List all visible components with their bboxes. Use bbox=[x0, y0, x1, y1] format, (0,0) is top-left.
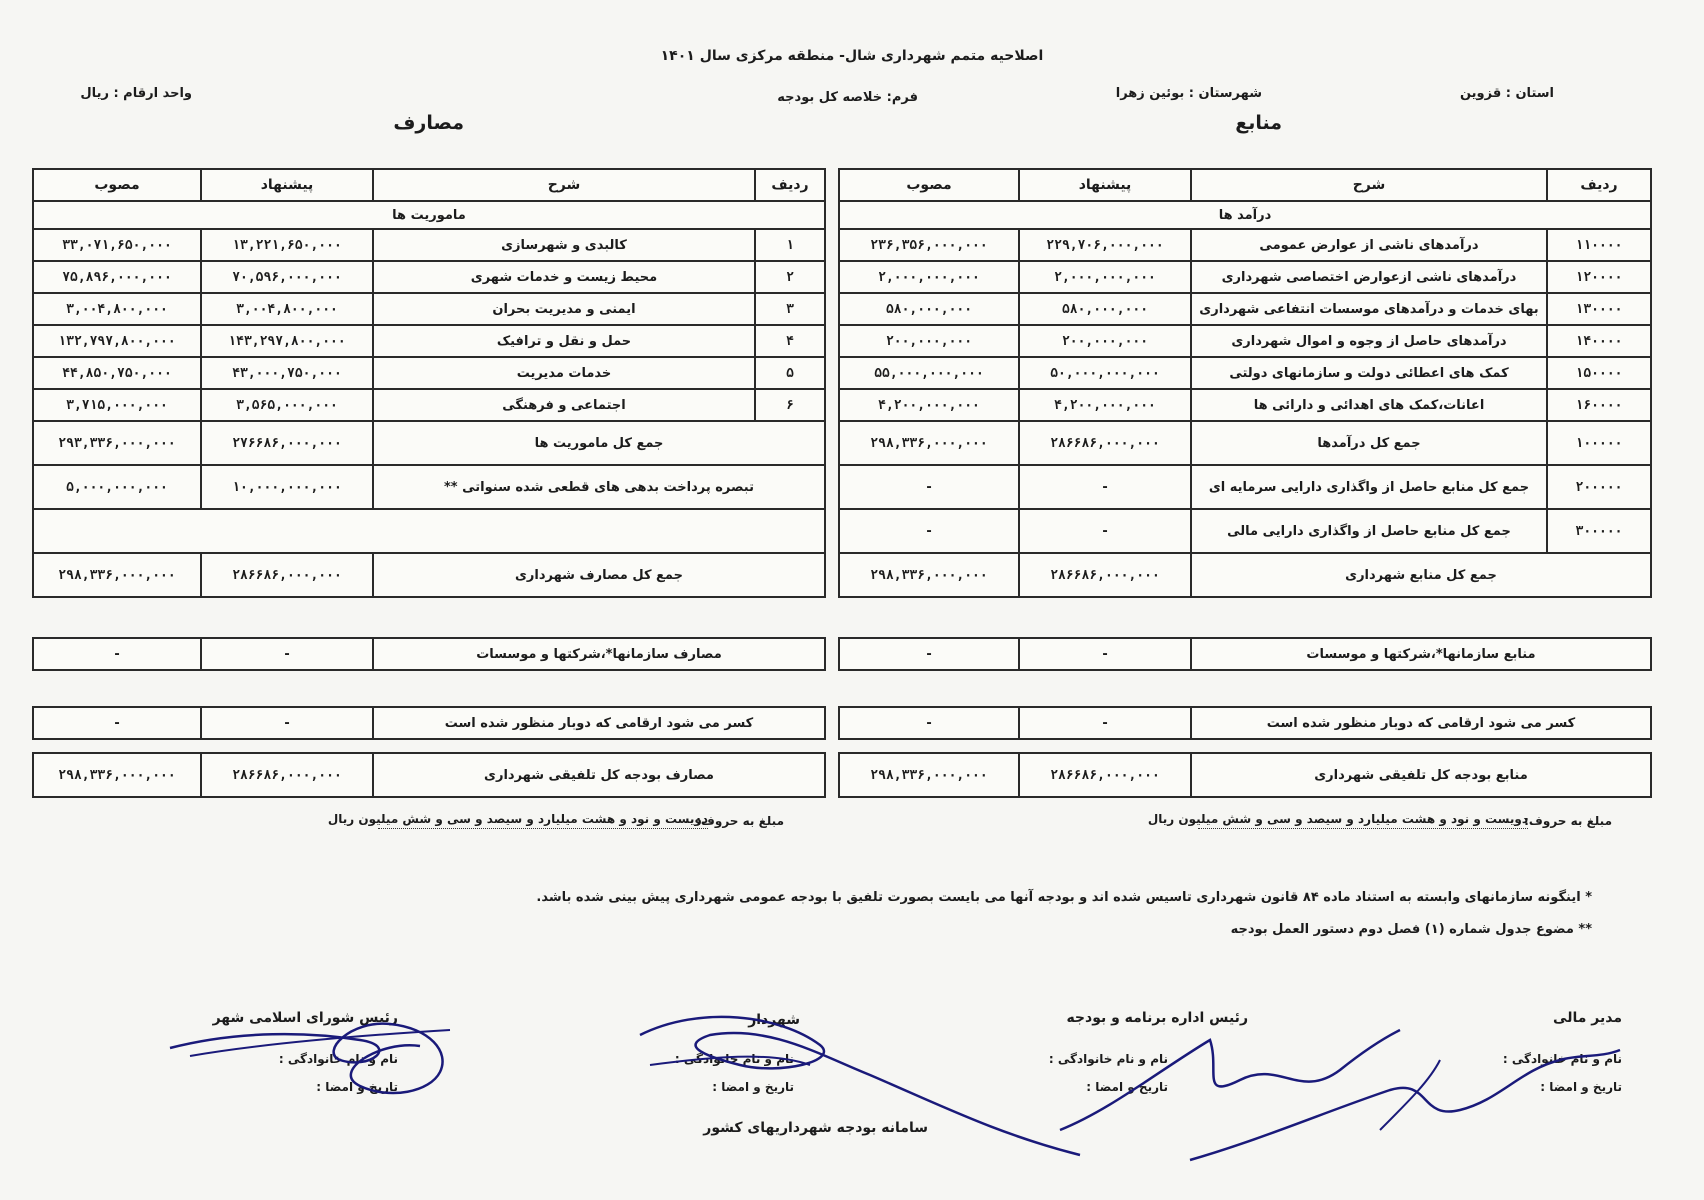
row-proposed: ۱۴۳,۲۹۷,۸۰۰,۰۰۰ bbox=[201, 325, 373, 357]
row-approved: ۵۵,۰۰۰,۰۰۰,۰۰۰ bbox=[839, 357, 1019, 389]
row-approved: ۳,۰۰۴,۸۰۰,۰۰۰ bbox=[33, 293, 201, 325]
row-desc: جمع کل مصارف شهرداری bbox=[373, 553, 825, 597]
col-proposed-header: پیشنهاد bbox=[201, 169, 373, 201]
page-title: اصلاحیه متمم شهرداری شال- منطقه مرکزی سال ۱۴۰۱ bbox=[660, 48, 1044, 64]
row-proposed: - bbox=[201, 707, 373, 739]
row-approved: ۵,۰۰۰,۰۰۰,۰۰۰ bbox=[33, 465, 201, 509]
row-approved: ۲۰۰,۰۰۰,۰۰۰ bbox=[839, 325, 1019, 357]
row-desc: اعانات،کمک های اهدائی و دارائی ها bbox=[1191, 389, 1547, 421]
row-code: ۱۱۰۰۰۰ bbox=[1547, 229, 1651, 261]
row-desc: جمع کل منابع حاصل از واگذاری دارایی مالی bbox=[1191, 509, 1547, 553]
row-proposed: ۵۰,۰۰۰,۰۰۰,۰۰۰ bbox=[1019, 357, 1191, 389]
grand-total-row bbox=[33, 553, 825, 597]
council-name-field: نام و نام خانوادگی : bbox=[278, 1052, 398, 1066]
row-proposed: ۲۸۶۶۸۶,۰۰۰,۰۰۰ bbox=[1019, 753, 1191, 797]
table-row bbox=[839, 261, 1651, 293]
row-code: ۱۲۰۰۰۰ bbox=[1547, 261, 1651, 293]
row-desc: کمک های اعطائی دولت و سازمانهای دولتی bbox=[1191, 357, 1547, 389]
row-proposed: ۲۷۶۶۸۶,۰۰۰,۰۰۰ bbox=[201, 421, 373, 465]
row-desc: محیط زیست و خدمات شهری bbox=[373, 261, 755, 293]
row-proposed: ۲۲۹,۷۰۶,۰۰۰,۰۰۰ bbox=[1019, 229, 1191, 261]
row-code: ۱ bbox=[755, 229, 825, 261]
form-label: فرم: خلاصه کل بودجه bbox=[777, 90, 918, 105]
row-proposed: - bbox=[1019, 638, 1191, 670]
finance-name-field: نام و نام خانوادگی : bbox=[1502, 1052, 1622, 1066]
resources-deduct-table bbox=[838, 706, 1652, 740]
row-code: ۱۴۰۰۰۰ bbox=[1547, 325, 1651, 357]
row-approved: - bbox=[33, 707, 201, 739]
expenses-deduct-table bbox=[32, 706, 826, 740]
col-approved-header: مصوب bbox=[33, 169, 201, 201]
row-desc: مصارف بودجه کل تلفیقی شهرداری bbox=[373, 753, 825, 797]
table-row bbox=[839, 229, 1651, 261]
row-proposed: ۴,۲۰۰,۰۰۰,۰۰۰ bbox=[1019, 389, 1191, 421]
row-approved: ۲۹۸,۳۳۶,۰۰۰,۰۰۰ bbox=[839, 753, 1019, 797]
row-code: ۶ bbox=[755, 389, 825, 421]
row-proposed: ۲۰۰,۰۰۰,۰۰۰ bbox=[1019, 325, 1191, 357]
row-desc: جمع کل درآمدها bbox=[1191, 421, 1547, 465]
row-approved: ۷۵,۸۹۶,۰۰۰,۰۰۰ bbox=[33, 261, 201, 293]
row-approved: ۲,۰۰۰,۰۰۰,۰۰۰ bbox=[839, 261, 1019, 293]
row-proposed: ۲۸۶۶۸۶,۰۰۰,۰۰۰ bbox=[201, 553, 373, 597]
footnote-budget-instruction: ** مضوع جدول شماره (۱) فصل دوم دستور العمل بودجه bbox=[1230, 922, 1592, 937]
row-approved: ۲۹۸,۳۳۶,۰۰۰,۰۰۰ bbox=[839, 421, 1019, 465]
total-income-row bbox=[839, 421, 1651, 465]
row-approved: - bbox=[839, 465, 1019, 509]
row-proposed: - bbox=[1019, 465, 1191, 509]
row-approved: - bbox=[33, 638, 201, 670]
row-desc: جمع کل ماموریت ها bbox=[373, 421, 825, 465]
section-income: درآمد ها bbox=[839, 201, 1651, 229]
finance-manager-title: مدیر مالی bbox=[1553, 1010, 1622, 1026]
row-approved: ۵۸۰,۰۰۰,۰۰۰ bbox=[839, 293, 1019, 325]
col-proposed-header: پیشنهاد bbox=[1019, 169, 1191, 201]
council-head-title: رئیس شورای اسلامی شهر bbox=[212, 1010, 398, 1026]
expenses-words-value: دویست و نود و هشت میلیارد و سیصد و سی و شش میلیون ریال bbox=[378, 812, 708, 829]
row-code: ۵ bbox=[755, 357, 825, 389]
row-proposed: ۱۰,۰۰۰,۰۰۰,۰۰۰ bbox=[201, 465, 373, 509]
row-proposed: ۲۸۶۶۸۶,۰۰۰,۰۰۰ bbox=[1019, 553, 1191, 597]
council-date-field: تاریخ و امضا : bbox=[316, 1080, 398, 1094]
row-code: ۱۳۰۰۰۰ bbox=[1547, 293, 1651, 325]
row-code: ۱۵۰۰۰۰ bbox=[1547, 357, 1651, 389]
row-desc: جمع کل منابع حاصل از واگذاری دارایی سرمایه ای bbox=[1191, 465, 1547, 509]
row-approved: ۴,۲۰۰,۰۰۰,۰۰۰ bbox=[839, 389, 1019, 421]
row-desc: بهای خدمات و درآمدهای موسسات انتفاعی شهرداری bbox=[1191, 293, 1547, 325]
grand-total-row bbox=[839, 553, 1651, 597]
row-desc: مصارف سازمانها*،شرکتها و موسسات bbox=[373, 638, 825, 670]
planning-date-field: تاریخ و امضا : bbox=[1086, 1080, 1168, 1094]
row-approved: ۳,۷۱۵,۰۰۰,۰۰۰ bbox=[33, 389, 201, 421]
table-row bbox=[839, 293, 1651, 325]
row-proposed: ۷۰,۵۹۶,۰۰۰,۰۰۰ bbox=[201, 261, 373, 293]
mayor-title: شهردار bbox=[748, 1012, 800, 1028]
table-row bbox=[33, 389, 825, 421]
resources-orgs-table bbox=[838, 637, 1652, 671]
row-desc: منابع بودجه کل تلفیقی شهرداری bbox=[1191, 753, 1651, 797]
section-missions: ماموریت ها bbox=[33, 201, 825, 229]
row-desc: کسر می شود ارقامی که دوبار منظور شده است bbox=[1191, 707, 1651, 739]
footnote-organizations: * اینگونه سازمانهای وابسته به استناد ماده ۸۴ قانون شهرداری تاسیس شده اند و بودجه آنها می بایست بصورت تلفیق با بودجه عمومی شهرداری پیش بینی شده باشد. bbox=[536, 890, 1592, 905]
table-row bbox=[33, 325, 825, 357]
row-desc: تبصره پرداخت بدهی های قطعی شده سنواتی ** bbox=[373, 465, 825, 509]
row-desc: درآمدهای ناشی ازعوارض اختصاصی شهرداری bbox=[1191, 261, 1547, 293]
resources-title: منابع bbox=[1235, 112, 1282, 134]
col-desc-header: شرح bbox=[373, 169, 755, 201]
mayor-date-field: تاریخ و امضا : bbox=[712, 1080, 794, 1094]
row-code: ۲۰۰۰۰۰ bbox=[1547, 465, 1651, 509]
row-approved: - bbox=[839, 638, 1019, 670]
total-missions-row bbox=[33, 421, 825, 465]
row-proposed: - bbox=[1019, 707, 1191, 739]
col-row-header: ردیف bbox=[1547, 169, 1651, 201]
row-approved: ۲۹۸,۳۳۶,۰۰۰,۰۰۰ bbox=[33, 753, 201, 797]
table-row bbox=[839, 325, 1651, 357]
row-approved: - bbox=[839, 707, 1019, 739]
expenses-words-label: مبلغ به حروف: bbox=[696, 814, 784, 828]
unit-label: واحد ارقام : ریال bbox=[80, 86, 192, 101]
col-row-header: ردیف bbox=[755, 169, 825, 201]
row-proposed: ۱۳,۲۲۱,۶۵۰,۰۰۰ bbox=[201, 229, 373, 261]
mayor-signature bbox=[620, 1005, 1120, 1165]
row-proposed: ۲۸۶۶۸۶,۰۰۰,۰۰۰ bbox=[1019, 421, 1191, 465]
row-desc: درآمدهای ناشی از عوارض عمومی bbox=[1191, 229, 1547, 261]
resources-header-row bbox=[839, 169, 1651, 201]
resources-words-label: مبلغ به حروف: bbox=[1524, 814, 1612, 828]
financial-assets-row bbox=[839, 509, 1651, 553]
planning-head-title: رئیس اداره برنامه و بودجه bbox=[1066, 1010, 1248, 1026]
table-row bbox=[33, 357, 825, 389]
row-proposed: ۳,۵۶۵,۰۰۰,۰۰۰ bbox=[201, 389, 373, 421]
planning-name-field: نام و نام خانوادگی : bbox=[1048, 1052, 1168, 1066]
expenses-orgs-table bbox=[32, 637, 826, 671]
row-proposed: ۲,۰۰۰,۰۰۰,۰۰۰ bbox=[1019, 261, 1191, 293]
resources-table bbox=[838, 168, 1652, 598]
row-desc: حمل و نقل و ترافیک bbox=[373, 325, 755, 357]
capital-assets-row bbox=[839, 465, 1651, 509]
row-approved: ۲۹۸,۳۳۶,۰۰۰,۰۰۰ bbox=[839, 553, 1019, 597]
county-label: شهرستان : بوئین زهرا bbox=[1115, 86, 1262, 101]
row-desc: کالبدی و شهرسازی bbox=[373, 229, 755, 261]
expenses-header-row bbox=[33, 169, 825, 201]
province-label: استان : قزوین bbox=[1459, 86, 1554, 101]
table-row bbox=[33, 229, 825, 261]
row-desc: ایمنی و مدیریت بحران bbox=[373, 293, 755, 325]
expenses-consolidated-table bbox=[32, 752, 826, 798]
row-proposed: - bbox=[201, 638, 373, 670]
row-approved: ۳۳,۰۷۱,۶۵۰,۰۰۰ bbox=[33, 229, 201, 261]
expenses-table bbox=[32, 168, 826, 598]
resources-words-value: دویست و نود و هشت میلیارد و سیصد و سی و شش میلیون ریال bbox=[1198, 812, 1528, 829]
table-row bbox=[839, 357, 1651, 389]
row-proposed: ۳,۰۰۴,۸۰۰,۰۰۰ bbox=[201, 293, 373, 325]
row-approved: ۱۳۲,۷۹۷,۸۰۰,۰۰۰ bbox=[33, 325, 201, 357]
row-approved: - bbox=[839, 509, 1019, 553]
debt-note-row bbox=[33, 465, 825, 509]
row-desc: منابع سازمانها*،شرکتها و موسسات bbox=[1191, 638, 1651, 670]
finance-signature bbox=[1180, 1030, 1640, 1170]
empty-row bbox=[33, 509, 825, 553]
row-approved: ۲۹۸,۳۳۶,۰۰۰,۰۰۰ bbox=[33, 553, 201, 597]
row-proposed: ۴۳,۰۰۰,۷۵۰,۰۰۰ bbox=[201, 357, 373, 389]
row-desc: اجتماعی و فرهنگی bbox=[373, 389, 755, 421]
expenses-title: مصارف bbox=[393, 112, 464, 134]
row-approved: ۲۳۶,۳۵۶,۰۰۰,۰۰۰ bbox=[839, 229, 1019, 261]
row-code: ۴ bbox=[755, 325, 825, 357]
row-code: ۳۰۰۰۰۰ bbox=[1547, 509, 1651, 553]
table-row bbox=[33, 261, 825, 293]
row-desc: درآمدهای حاصل از وجوه و اموال شهرداری bbox=[1191, 325, 1547, 357]
row-proposed: - bbox=[1019, 509, 1191, 553]
row-code: ۳ bbox=[755, 293, 825, 325]
row-approved: ۲۹۳,۳۳۶,۰۰۰,۰۰۰ bbox=[33, 421, 201, 465]
col-approved-header: مصوب bbox=[839, 169, 1019, 201]
system-footer: سامانه بودجه شهرداریهای کشور bbox=[703, 1120, 928, 1136]
row-approved: ۴۴,۸۵۰,۷۵۰,۰۰۰ bbox=[33, 357, 201, 389]
row-proposed: ۵۸۰,۰۰۰,۰۰۰ bbox=[1019, 293, 1191, 325]
row-proposed: ۲۸۶۶۸۶,۰۰۰,۰۰۰ bbox=[201, 753, 373, 797]
row-desc: خدمات مدیریت bbox=[373, 357, 755, 389]
row-desc: کسر می شود ارقامی که دوبار منظور شده است bbox=[373, 707, 825, 739]
mayor-name-field: نام و نام خانوادگی : bbox=[674, 1052, 794, 1066]
table-row bbox=[839, 389, 1651, 421]
council-signature bbox=[150, 1000, 530, 1110]
resources-consolidated-table bbox=[838, 752, 1652, 798]
table-row bbox=[33, 293, 825, 325]
row-desc: جمع کل منابع شهرداری bbox=[1191, 553, 1651, 597]
finance-date-field: تاریخ و امضا : bbox=[1540, 1080, 1622, 1094]
row-code: ۲ bbox=[755, 261, 825, 293]
row-code: ۱۶۰۰۰۰ bbox=[1547, 389, 1651, 421]
col-desc-header: شرح bbox=[1191, 169, 1547, 201]
row-code: ۱۰۰۰۰۰ bbox=[1547, 421, 1651, 465]
